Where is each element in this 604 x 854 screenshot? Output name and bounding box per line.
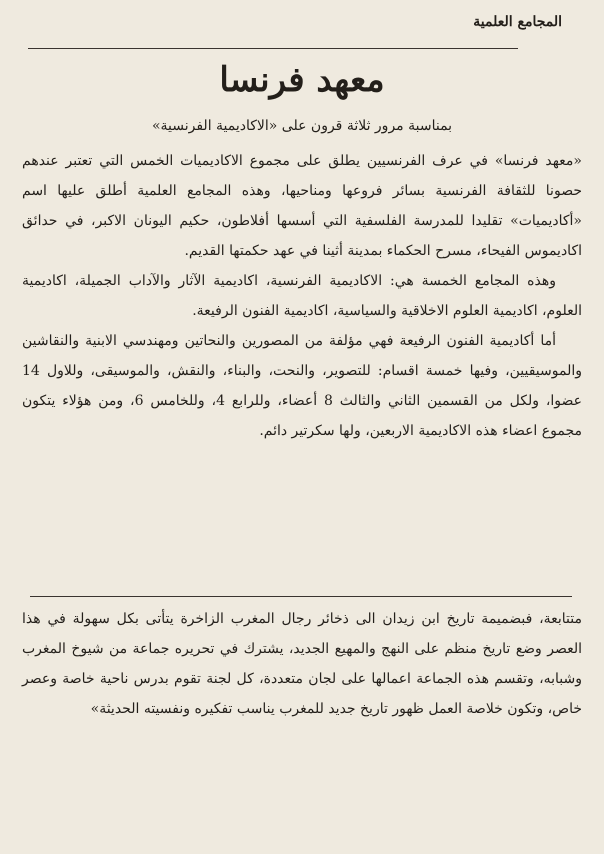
paragraph-1: «معهد فرنسا» في عرف الفرنسيين يطلق على مجموع الاكاديميات الخمس التي تعتبر عندهم حصونا للثقافة الفرنسية بسائر فروعها ومناحيها، وهذه المجامع العلمية أطلق عليها اسم «أكاديميات» تقليدا للمدرسة الفلسفية التي أسسها أفلاطون، حكيم اليونان الاكبر، في حدائق اكاديموس الفيحاء، مسرح الحكماء بمدينة أثينا في عهد حكمتها القديم. bbox=[22, 153, 582, 259]
running-head: المجامع العلمية bbox=[473, 14, 562, 30]
article-body bbox=[22, 146, 582, 446]
continuation-body bbox=[22, 604, 582, 724]
article-title: معهد فرنسا bbox=[219, 60, 385, 100]
continuation-paragraph: متتابعة، فبضميمة تاريخ ابن زيدان الى ذخائر رجال المغرب الزاخرة يتأتى بكل سهولة في هذا العصر وضع تاريخ منظم على النهج والمهيع الجديد، يشترك في تحريره جماعة من شيوخ المغرب وشبابه، وتقسم هذه الجماعة اعمالها على لجان متعددة، كل لجنة تقوم بدرس ناحية خاصة وعصر خاص، وتكون خلاصة العمل ظهور تاريخ جديد للمغرب يناسب تفكيره ونفسيته الحديثة» bbox=[22, 611, 582, 717]
article-subtitle: بمناسبة مرور ثلاثة قرون على «الاكاديمية الفرنسية» bbox=[151, 118, 453, 134]
paragraph-3: أما أكاديمية الفنون الرفيعة فهي مؤلفة من المصورين والنحاتين ومهندسي الابنية والنقاشين والموسيقيين، وفيها خمسة اقسام: للتصوير، والنحت، والبناء، والنقش، والموسيقى، وللاول 14 عضوا، ولكل من القسمين الثاني والثالث 8 أعضاء، وللرابع 4، وللخامس 6، ومن هؤلاء يتكون مجموع اعضاء هذه الاكاديمية الاربعين، ولها سكرتير دائم. bbox=[22, 333, 583, 439]
section-divider bbox=[30, 596, 572, 597]
header-rule bbox=[28, 48, 518, 49]
paragraph-2: وهذه المجامع الخمسة هي: الاكاديمية الفرنسية، اكاديمية الآثار والآداب الجميلة، اكاديمية العلوم، اكاديمية العلوم الاخلاقية والسياسية، اكاديمية الفنون الرفيعة. bbox=[22, 273, 582, 319]
